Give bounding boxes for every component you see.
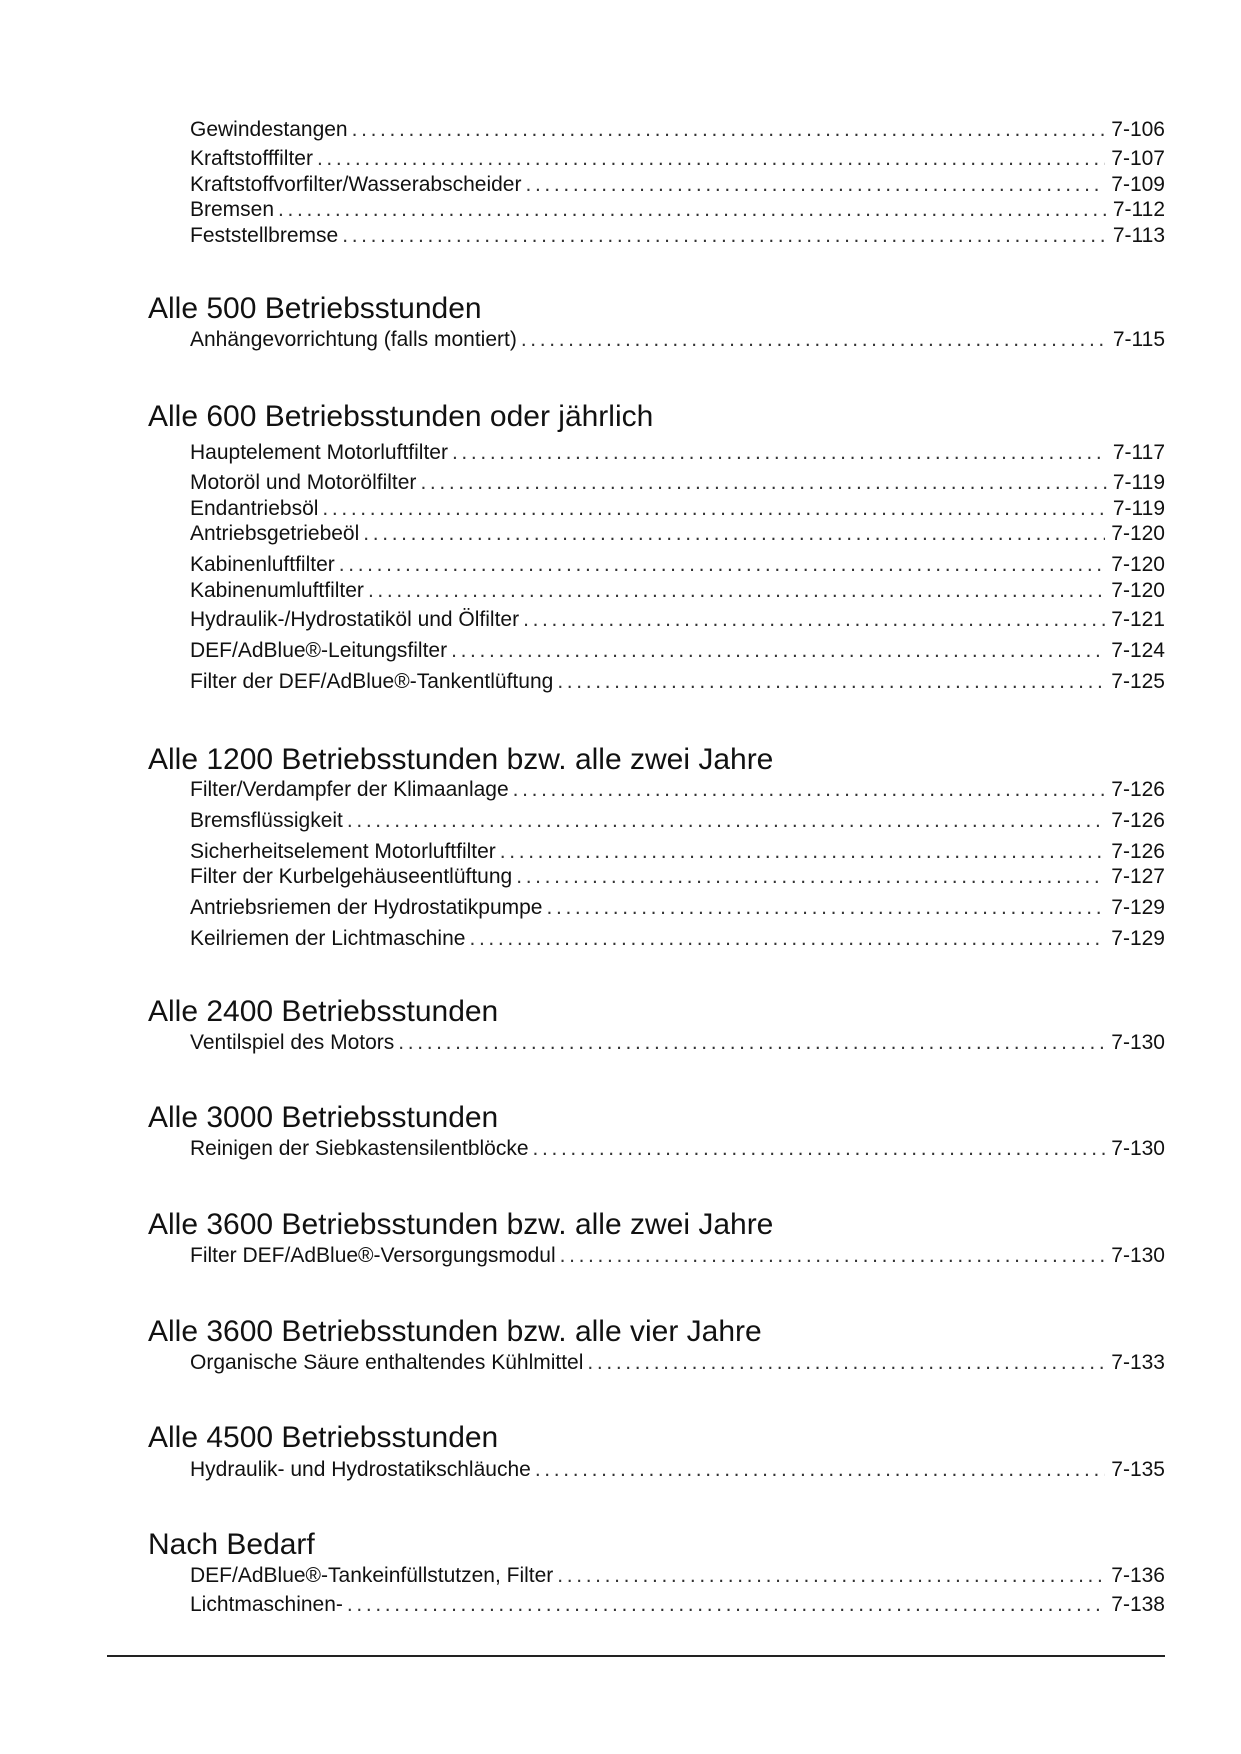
toc-entry[interactable]: [190, 496, 1165, 522]
dot-leader: [521, 327, 1107, 353]
toc-entry[interactable]: [190, 864, 1165, 890]
toc-entry-page: 7-133: [1111, 1351, 1165, 1374]
toc-entry-title: Hauptelement Motorluftfilter: [190, 441, 448, 464]
toc-entry-page: 7-124: [1111, 639, 1165, 662]
dot-leader: [587, 1350, 1105, 1376]
dot-leader: [420, 470, 1106, 496]
toc-entry[interactable]: [190, 1136, 1165, 1162]
toc-entry[interactable]: [190, 808, 1165, 834]
toc-entry-page: 7-130: [1111, 1137, 1165, 1160]
toc-entry-title: Gewindestangen: [190, 118, 348, 141]
toc-entry-title: Filter der Kurbelgehäuseentlüftung: [190, 865, 513, 888]
dot-leader: [469, 926, 1105, 952]
toc-entry[interactable]: [190, 521, 1165, 547]
toc-entry[interactable]: [190, 1243, 1165, 1269]
toc-entry-page: 7-119: [1112, 471, 1165, 494]
toc-entry-page: 7-120: [1111, 553, 1165, 576]
section-heading: Alle 2400 Betriebsstunden: [148, 995, 499, 1028]
dot-leader: [535, 1457, 1105, 1483]
dot-leader: [352, 117, 1106, 143]
toc-entry-page: 7-120: [1111, 522, 1165, 545]
toc-entry-title: Endantriebsöl: [190, 497, 319, 520]
toc-entry[interactable]: [190, 197, 1165, 223]
toc-entry-title: Bremsflüssigkeit: [190, 809, 343, 832]
toc-entry-page: 7-112: [1112, 198, 1165, 221]
toc-entry[interactable]: [190, 1592, 1165, 1618]
dot-leader: [278, 197, 1107, 223]
toc-entry-page: 7-127: [1111, 865, 1165, 888]
toc-entry-page: 7-109: [1111, 173, 1165, 196]
toc-entry[interactable]: [190, 777, 1165, 803]
toc-entry-title: Kraftstoffvorfilter/Wasserabscheider: [190, 173, 522, 196]
toc-entry[interactable]: [190, 669, 1165, 695]
toc-entry-title: Kabinenumluftfilter: [190, 579, 364, 602]
toc-entry-title: DEF/AdBlue®-Leitungsfilter: [190, 639, 448, 662]
toc-entry-title: Ventilspiel des Motors: [190, 1031, 395, 1054]
toc-entry-page: 7-106: [1111, 118, 1165, 141]
toc-entry[interactable]: [190, 607, 1165, 633]
toc-entry-page: 7-130: [1111, 1244, 1165, 1267]
toc-entry[interactable]: [190, 117, 1165, 143]
section-heading: Nach Bedarf: [148, 1528, 315, 1561]
dot-leader: [547, 895, 1106, 921]
dot-leader: [398, 1030, 1105, 1056]
dot-leader: [516, 864, 1105, 890]
dot-leader: [363, 521, 1105, 547]
toc-entry-title: Sicherheitselement Motorluftfilter: [190, 840, 496, 863]
section-heading: Alle 3600 Betriebsstunden bzw. alle zwei Jahre: [148, 1208, 774, 1241]
dot-leader: [452, 440, 1107, 466]
dot-leader: [557, 1563, 1105, 1589]
toc-entry-page: 7-120: [1111, 579, 1165, 602]
dot-leader: [322, 496, 1106, 522]
toc-entry-title: Organische Säure enthaltendes Kühlmittel: [190, 1351, 584, 1374]
toc-entry-title: Antriebsgetriebeöl: [190, 522, 360, 545]
dot-leader: [342, 223, 1107, 249]
toc-entry-page: 7-119: [1112, 497, 1165, 520]
toc-entry-title: Lichtmaschinen-: [190, 1593, 343, 1616]
toc-entry[interactable]: [190, 1457, 1165, 1483]
dot-leader: [347, 808, 1105, 834]
toc-entry-page: 7-130: [1111, 1031, 1165, 1054]
toc-entry-page: 7-136: [1111, 1564, 1165, 1587]
toc-entry[interactable]: [190, 470, 1165, 496]
dot-leader: [557, 669, 1105, 695]
toc-entry-page: 7-121: [1111, 608, 1165, 631]
toc-entry-page: 7-126: [1111, 840, 1165, 863]
dot-leader: [513, 777, 1106, 803]
toc-entry-page: 7-129: [1111, 927, 1165, 950]
section-heading: Alle 1200 Betriebsstunden bzw. alle zwei Jahre: [148, 743, 774, 776]
section-heading: Alle 3600 Betriebsstunden bzw. alle vier Jahre: [148, 1315, 762, 1348]
toc-entry[interactable]: [190, 1350, 1165, 1376]
toc-entry[interactable]: [190, 895, 1165, 921]
toc-entry-title: DEF/AdBlue®-Tankeinfüllstutzen, Filter: [190, 1564, 554, 1587]
toc-entry-title: Hydraulik- und Hydrostatikschläuche: [190, 1458, 531, 1481]
toc-entry[interactable]: [190, 552, 1165, 578]
toc-entry-page: 7-129: [1111, 896, 1165, 919]
toc-entry[interactable]: [190, 327, 1165, 353]
toc-entry-page: 7-126: [1111, 778, 1165, 801]
section-heading: Alle 600 Betriebsstunden oder jährlich: [148, 400, 654, 433]
section-heading: Alle 4500 Betriebsstunden: [148, 1421, 499, 1454]
toc-entry-title: Anhängevorrichtung (falls montiert): [190, 328, 517, 351]
toc-entry[interactable]: [190, 926, 1165, 952]
dot-leader: [347, 1592, 1105, 1618]
dot-leader: [451, 638, 1105, 664]
dot-leader: [523, 607, 1105, 633]
toc-entry-title: Motoröl und Motorölfilter: [190, 471, 417, 494]
toc-entry[interactable]: [190, 440, 1165, 466]
toc-entry-title: Bremsen: [190, 198, 275, 221]
toc-entry-page: 7-117: [1112, 441, 1165, 464]
dot-leader: [339, 552, 1106, 578]
toc-entry-page: 7-115: [1112, 328, 1165, 351]
section-heading: Alle 500 Betriebsstunden: [148, 292, 482, 325]
toc-entry-page: 7-135: [1111, 1458, 1165, 1481]
dot-leader: [368, 578, 1105, 604]
toc-entry-title: Filter der DEF/AdBlue®-Tankentlüftung: [190, 670, 554, 693]
toc-entry-title: Kraftstofffilter: [190, 147, 313, 170]
toc-entry[interactable]: [190, 172, 1165, 198]
dot-leader: [560, 1243, 1106, 1269]
toc-entry-title: Filter/Verdampfer der Klimaanlage: [190, 778, 509, 801]
toc-entry-title: Kabinenluftfilter: [190, 553, 335, 576]
toc-entry[interactable]: [190, 223, 1165, 249]
toc-entry[interactable]: [190, 839, 1165, 865]
toc-entry[interactable]: [190, 1030, 1165, 1056]
toc-entry[interactable]: [190, 146, 1165, 172]
toc-entry-title: Filter DEF/AdBlue®-Versorgungsmodul: [190, 1244, 556, 1267]
toc-entry-page: 7-107: [1111, 147, 1165, 170]
dot-leader: [500, 839, 1105, 865]
section-heading: Alle 3000 Betriebsstunden: [148, 1101, 499, 1134]
toc-entry-page: 7-113: [1112, 224, 1165, 247]
toc-entry-page: 7-125: [1111, 670, 1165, 693]
toc-entry-title: Antriebsriemen der Hydrostatikpumpe: [190, 896, 543, 919]
toc-entry-page: 7-126: [1111, 809, 1165, 832]
toc-entry-title: Feststellbremse: [190, 224, 339, 247]
dot-leader: [317, 146, 1105, 172]
toc-entry[interactable]: [190, 1563, 1165, 1589]
footer-divider: [107, 1655, 1165, 1657]
toc-entry-title: Hydraulik-/Hydrostatiköl und Ölfilter: [190, 608, 520, 631]
dot-leader: [525, 172, 1105, 198]
toc-entry-title: Keilriemen der Lichtmaschine: [190, 927, 466, 950]
toc-entry-title: Reinigen der Siebkastensilentblöcke: [190, 1137, 529, 1160]
toc-entry[interactable]: [190, 578, 1165, 604]
dot-leader: [533, 1136, 1106, 1162]
toc-entry-page: 7-138: [1111, 1593, 1165, 1616]
toc-entry[interactable]: [190, 638, 1165, 664]
